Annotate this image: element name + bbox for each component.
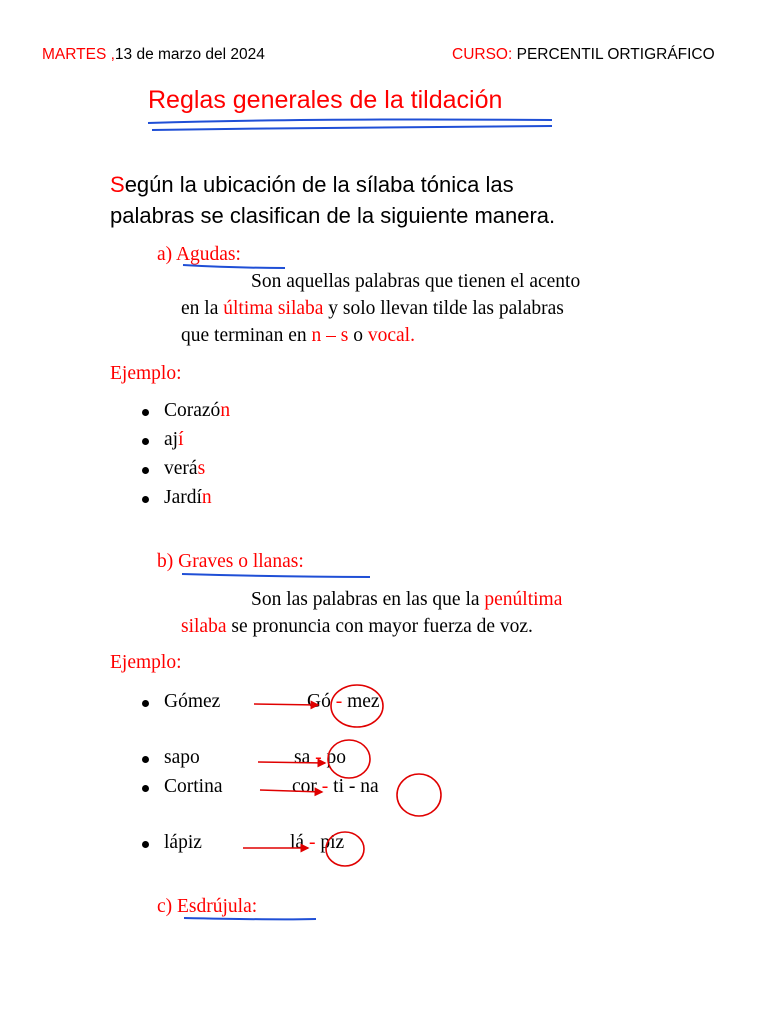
list-item: Jardín (164, 487, 212, 509)
section-a-line3-red1: n – s (311, 325, 349, 346)
list-item: lápiz (164, 832, 202, 854)
syllable-split: Gó - mez (307, 691, 380, 712)
section-b-line1-red: penúltima (484, 589, 563, 610)
section-a-underline (183, 265, 285, 268)
section-b-line1-pre: Son las palabras en las que la (251, 589, 485, 610)
header-course-value: PERCENTIL ORTIGRÁFICO (512, 46, 715, 63)
section-b-underline (182, 574, 370, 577)
section-c-heading: c) Esdrújula: (157, 896, 258, 917)
section-a-line-1: Son aquellas palabras que tienen el acento (251, 271, 581, 292)
syllable-split: lá - piz (290, 832, 345, 853)
section-a-line2-red: última silaba (223, 298, 324, 319)
syllable-circle-icon (397, 774, 441, 816)
section-a-line3-pre: que terminan en (181, 325, 312, 346)
section-a-heading: a) Agudas: (157, 244, 241, 265)
arrow-icon (260, 790, 322, 792)
title-underline-2 (152, 126, 552, 130)
header-day: MARTES , (42, 46, 115, 63)
title-underline-1 (148, 119, 552, 123)
section-a-line2-post: y solo llevan tilde las palabras (323, 298, 564, 319)
header-course-label: CURSO: (452, 46, 513, 63)
syllable-split: cor - ti - na (292, 776, 379, 797)
section-a-line2-pre: en la (181, 298, 224, 319)
syllable-circle-icon (328, 740, 370, 778)
intro-line-2: palabras se clasifican de la siguiente manera. (110, 203, 556, 228)
list-item: verás (164, 458, 205, 480)
arrow-icon (258, 762, 325, 763)
example-label-b: Ejemplo: (110, 652, 182, 673)
list-item: Cortina (164, 776, 223, 798)
example-label-a: Ejemplo: (110, 363, 182, 384)
syllable-circle-icon (326, 832, 364, 866)
header-date-text: 13 de marzo del 2024 (114, 46, 265, 63)
list-item: sapo (164, 747, 200, 769)
intro-first-letter: S (110, 172, 125, 197)
list-item: ají (164, 429, 184, 451)
section-b-line2-post: se pronuncia con mayor fuerza de voz. (226, 616, 533, 637)
arrow-icon (254, 704, 318, 705)
syllable-circle-icon (331, 685, 383, 727)
section-b-line2-red: silaba (181, 616, 227, 637)
section-a-line3-red2: vocal. (367, 325, 415, 346)
syllable-split: sa - po (294, 747, 346, 768)
page-title: Reglas generales de la tildación (148, 86, 503, 114)
section-b-heading: b) Graves o llanas: (157, 551, 304, 572)
list-item: Gómez (164, 691, 220, 713)
intro-line1-text: egún la ubicación de la sílaba tónica las (124, 172, 514, 197)
section-c-underline (184, 918, 316, 919)
section-a-line3-mid: o (348, 325, 368, 346)
list-item: Corazón (164, 400, 230, 422)
